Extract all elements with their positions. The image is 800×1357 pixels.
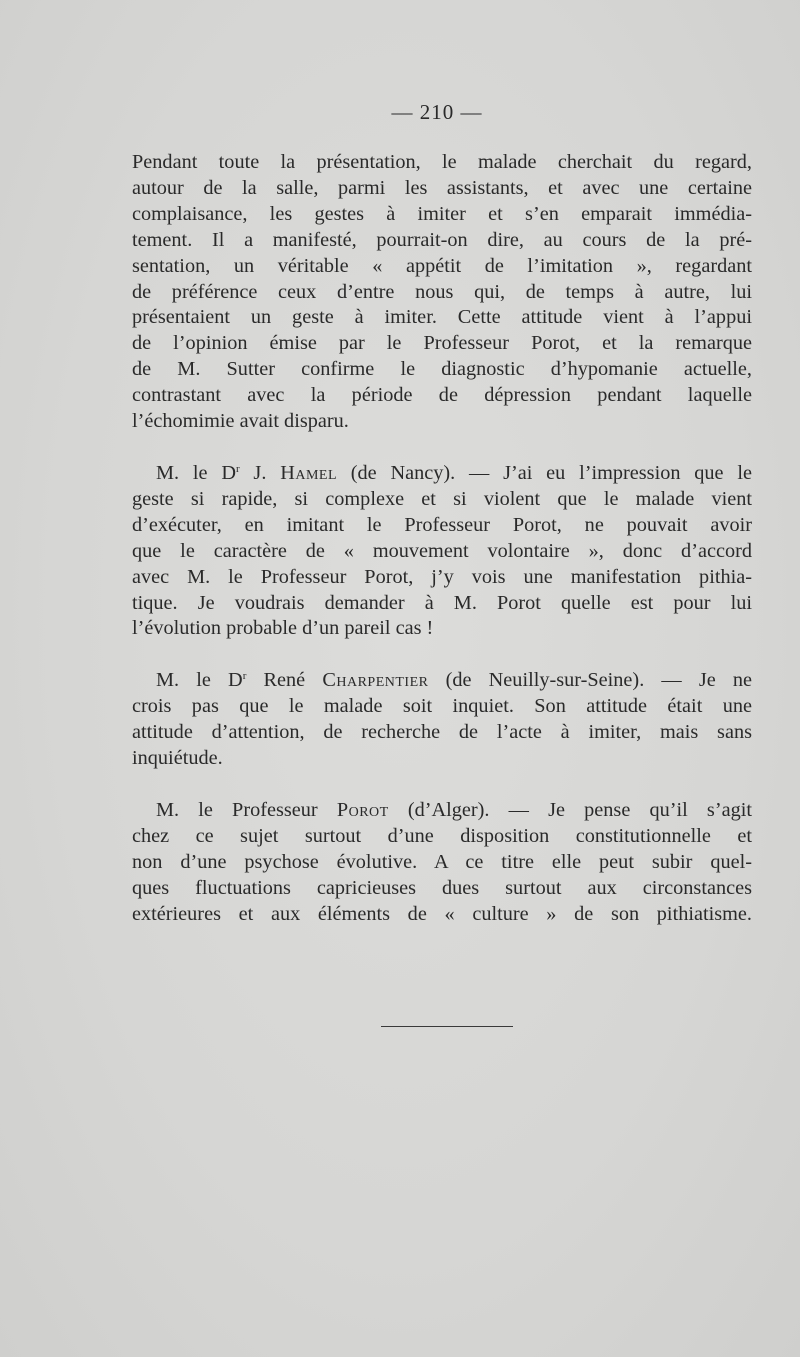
speaker-line bbox=[132, 668, 752, 694]
speaker-first: J. bbox=[239, 461, 281, 484]
text-line: avec M. le Professeur Porot, j’y vois une manifestation pithia- bbox=[132, 565, 752, 588]
body-text bbox=[132, 150, 752, 927]
text-line: sentation, un véritable « appétit de l’imitation », regardant bbox=[132, 254, 752, 277]
speaker-prefix: M. le D bbox=[156, 669, 243, 692]
text-line: autour de la salle, parmi les assistants, et avec une certaine bbox=[132, 176, 752, 199]
text-line: d’exécuter, en imitant le Professeur Porot, ne pouvait avoir bbox=[132, 513, 752, 536]
speaker-first: René bbox=[246, 669, 323, 692]
text-line: crois pas que le malade soit inquiet. Son attitude était une bbox=[132, 695, 752, 718]
text-line: tique. Je voudrais demander à M. Porot quelle est pour lui bbox=[132, 591, 752, 614]
text-line: ques fluctuations capricieuses dues surtout aux circonstances bbox=[132, 876, 752, 899]
text-line: l’évolution probable d’un pareil cas ! bbox=[132, 617, 434, 640]
speaker-suffix: (de Nancy). — J’ai eu l’impression que le bbox=[337, 461, 752, 484]
speaker-suffix: (d’Alger). — Je pense qu’il s’agit bbox=[388, 798, 752, 821]
text-line: extérieures et aux éléments de « culture » de son pithiatisme. bbox=[132, 902, 752, 925]
title-superscript: r bbox=[235, 462, 240, 475]
text-line: que le caractère de « mouvement volontaire », donc d’accord bbox=[132, 539, 752, 562]
speaker-prefix: M. le Professeur bbox=[156, 798, 337, 821]
text-line: Pendant toute la présentation, le malade cherchait du regard, bbox=[132, 151, 752, 173]
title-superscript: r bbox=[242, 670, 247, 683]
text-line: geste si rapide, si complexe et si violent que le malade vient bbox=[132, 487, 752, 510]
text-line: attitude d’attention, de recherche de l’acte à imiter, mais sans bbox=[132, 721, 752, 744]
speaker-name: Porot bbox=[336, 798, 389, 821]
page-number: — 210 — bbox=[391, 100, 483, 124]
speaker-name: Hamel bbox=[280, 461, 337, 484]
text-line: de M. Sutter confirme le diagnostic d’hypomanie actuelle, bbox=[132, 358, 752, 381]
speaker-line bbox=[132, 798, 752, 824]
text-line: présentaient un geste à imiter. Cette attitude vient à l’appui bbox=[132, 306, 752, 329]
text-line: contrastant avec la période de dépression pendant laquelle bbox=[132, 384, 752, 407]
speaker-prefix: M. le D bbox=[156, 461, 236, 484]
paragraph-presentation bbox=[132, 150, 752, 435]
text-line: inquiétude. bbox=[132, 747, 223, 770]
text-line: chez ce sujet surtout d’une disposition constitutionnelle et bbox=[132, 824, 752, 847]
section-divider bbox=[381, 1026, 513, 1027]
speaker-suffix: (de Neuilly-sur-Seine). — Je ne bbox=[428, 669, 753, 692]
text-line: de l’opinion émise par le Professeur Porot, et la remarque bbox=[132, 332, 752, 355]
text-line: tement. Il a manifesté, pourrait-on dire, au cours de la pré- bbox=[132, 228, 752, 251]
speaker-name: Charpentier bbox=[322, 669, 429, 692]
speaker-line bbox=[132, 461, 752, 487]
text-line: non d’une psychose évolutive. A ce titre elle peut subir quel- bbox=[132, 850, 752, 873]
text-line: complaisance, les gestes à imiter et s’en emparait immédia- bbox=[132, 202, 752, 225]
text-line: l’échomimie avait disparu. bbox=[132, 410, 349, 433]
text-line: de préférence ceux d’entre nous qui, de temps à autre, lui bbox=[132, 280, 752, 303]
paragraph-charpentier bbox=[132, 668, 752, 772]
paragraph-hamel bbox=[132, 461, 752, 642]
paragraph-porot bbox=[132, 798, 752, 928]
